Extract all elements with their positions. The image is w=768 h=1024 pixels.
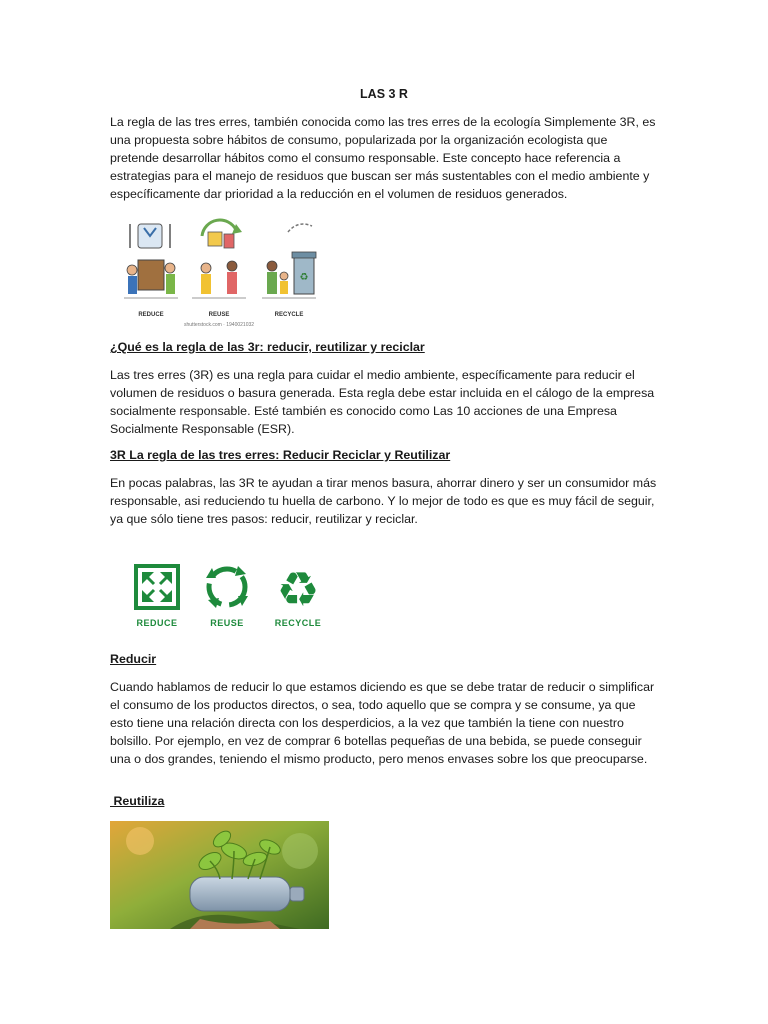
- reduce-drawing-icon: [120, 216, 182, 308]
- svg-text:♻: ♻: [299, 272, 309, 283]
- recycle-icon: [272, 562, 324, 612]
- reuse-icon-label: REUSE: [210, 618, 244, 628]
- section-heading-reducir: Reducir: [110, 652, 157, 666]
- illustration-3r-figure: [116, 216, 326, 331]
- reuse-label: REUSE: [208, 312, 230, 318]
- recycle-icon-label: RECYCLE: [274, 618, 322, 628]
- svg-text:♻: ♻: [276, 562, 320, 612]
- image-credit: shutterstock.com · 1940021032: [184, 322, 255, 328]
- reduce-icon-label: REDUCE: [136, 618, 178, 628]
- reduce-icon: [132, 562, 182, 612]
- section-reducir-paragraph: Cuando hablamos de reducir lo que estamos diciendo es que se debe tratar de reducir o simplificar el consumo de los productos directos, o sea, todo aquello que se compra y se consume, ya que esto tiene una relación directa con los desperdicios, a la vez que también la tiene con nuestro bolsillo. Por ejemplo, en vez de comprar 6 botellas pequeñas de una bebida, se puede conseguir una o dos grandes, teniendo el mismo producto, pero menos envases sobre los que preocuparse.: [110, 680, 655, 766]
- section-heading-reutiliza: Reutiliza: [110, 794, 165, 808]
- recycle-drawing-icon: [258, 216, 320, 308]
- intro-paragraph: La regla de las tres erres, también conocida como las tres erres de la ecología Simplemente 3R, es una propuesta sobre hábitos de consumo, popularizada por la organización ecologista que pretende desarrollar hábitos como el consumo responsable. Este concepto hace referencia a estrategias para el manejo de residuos que buscan ser más sustentables con el medio ambiente y específicamente dar prioridad a la reducción en el volumen de residuos generados.: [110, 115, 656, 201]
- plant-in-bottle-photo: [110, 821, 329, 929]
- recycle-illustration: [258, 216, 320, 318]
- section-heading-que-es: ¿Qué es la regla de las 3r: reducir, reutilizar y reciclar: [110, 340, 425, 354]
- section-heading-3r-regla: 3R La regla de las tres erres: Reducir Reciclar y Reutilizar: [110, 448, 451, 462]
- reduce-illustration: [120, 216, 182, 318]
- reduce-label: REDUCE: [138, 312, 164, 318]
- green-3r-icons-figure: [126, 558, 336, 634]
- reuse-illustration: [188, 216, 250, 318]
- reuse-drawing-icon: [188, 216, 250, 308]
- recycle-label: RECYCLE: [274, 312, 304, 318]
- document-title: LAS 3 R: [360, 87, 408, 101]
- section-3r-regla-paragraph: En pocas palabras, las 3R te ayudan a tirar menos basura, ahorrar dinero y ser un consumidor más responsable, asi reduciendo tu huella de carbono. Y lo mejor de todo es que es muy fácil de seguir, ya que sólo tiene tres pasos: reducir, reutilizar y reciclar.: [110, 476, 657, 526]
- section-que-es-paragraph: Las tres erres (3R) es una regla para cuidar el medio ambiente, específicamente para reducir el volumen de residuos o basura generada. Esta regla debe estar incluida en el cálogo de la empresa socialmente responsable. Esté también es conocido como Las 10 acciones de una Empresa Socialmente Responsable (ESR).: [110, 368, 655, 436]
- reuse-icon: [202, 562, 252, 612]
